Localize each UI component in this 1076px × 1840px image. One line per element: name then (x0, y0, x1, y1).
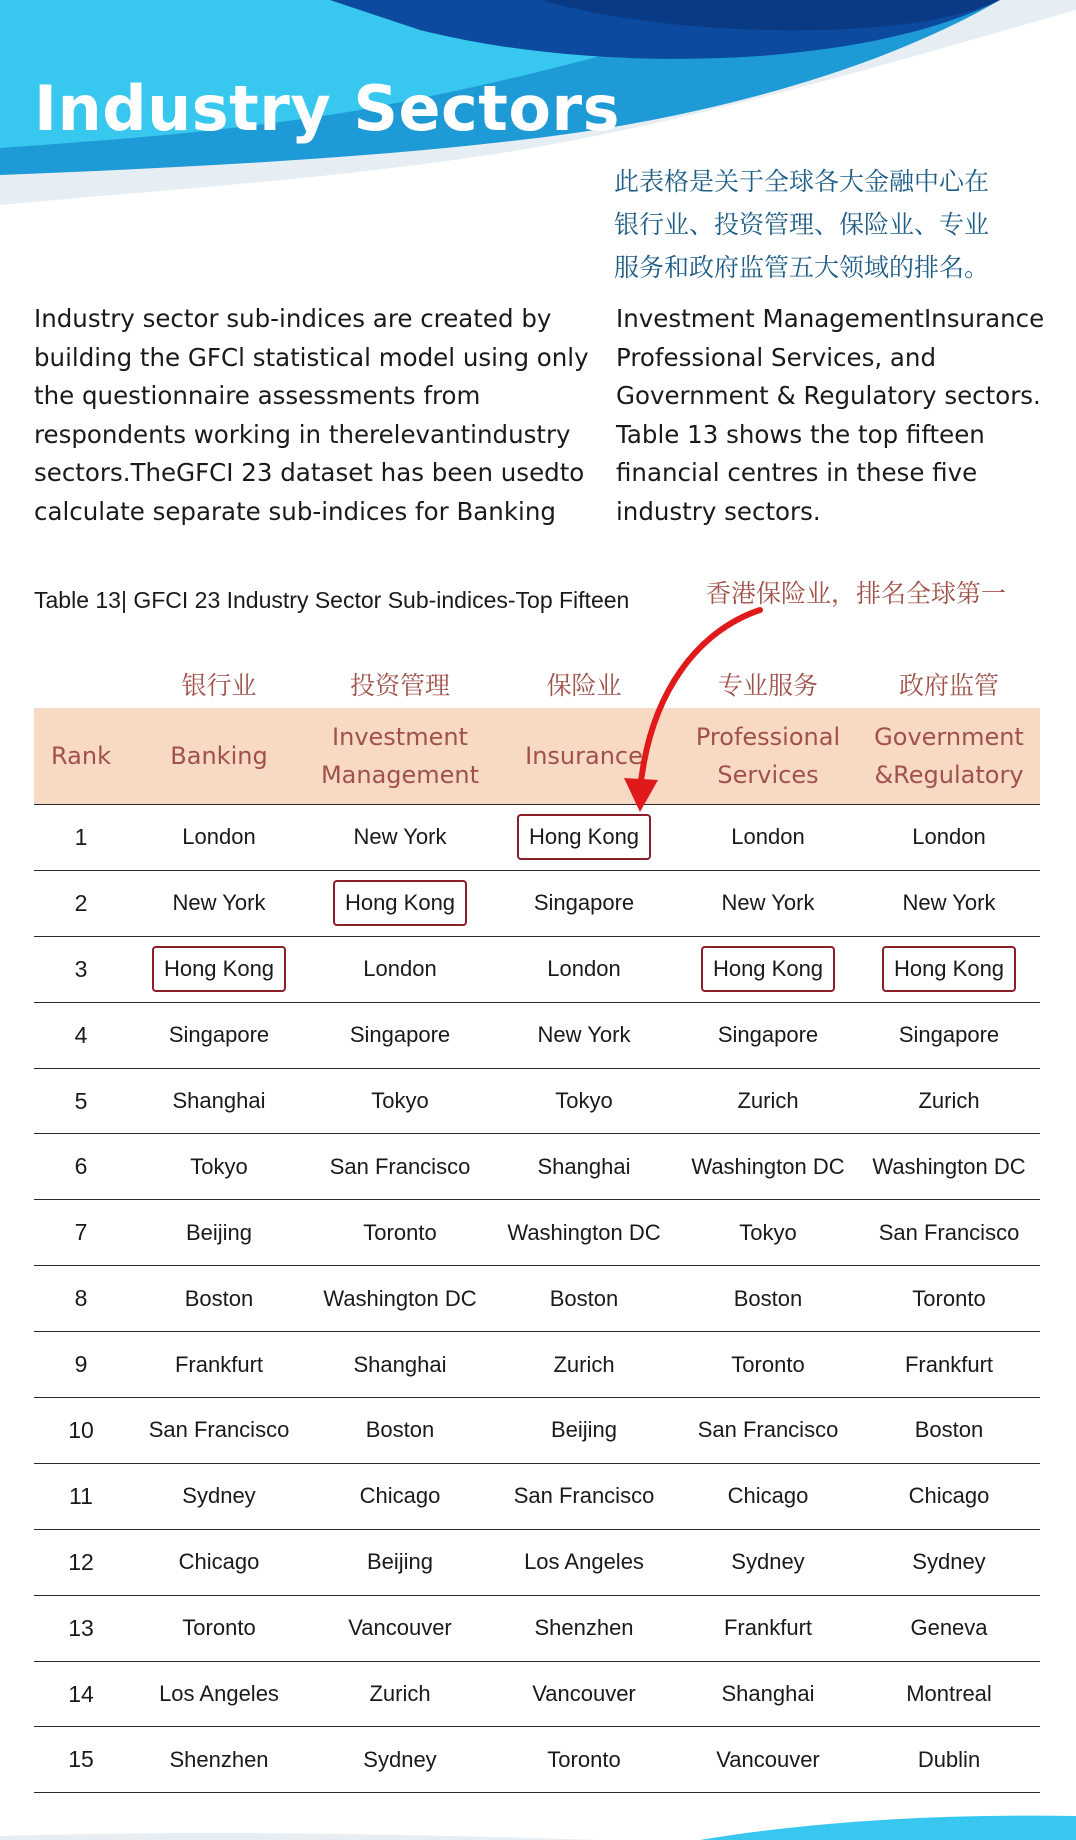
table-row (34, 1463, 1040, 1529)
body-line: Industry sector sub-indices are created by (34, 304, 552, 333)
cell-text: Shanghai (353, 1351, 447, 1377)
cell-text: Toronto (363, 1219, 437, 1245)
header-row-chinese (34, 660, 1040, 708)
highlighted-city: Hong Kong (152, 946, 286, 992)
cell-text: San Francisco (878, 1219, 1020, 1245)
cell-text: 1 (74, 823, 88, 850)
intro-chinese-line: 银行业、投资管理、保险业、专业 (614, 210, 990, 239)
city-cell (310, 870, 490, 936)
column-header-cn: 政府监管 (898, 671, 999, 700)
cell-text: New York (721, 890, 815, 916)
body-line: Table 13 shows the top fifteen (616, 419, 985, 449)
city-cell (128, 805, 310, 871)
cell-text: Boston (914, 1417, 984, 1443)
rank-cell (34, 1661, 128, 1727)
city-cell (490, 805, 678, 871)
city-cell (858, 1200, 1040, 1266)
cell-text: San Francisco (148, 1417, 290, 1443)
cell-text: Zurich (918, 1088, 980, 1113)
city-cell (858, 1727, 1040, 1793)
city-cell (490, 1200, 678, 1266)
cell-text: 11 (69, 1482, 93, 1509)
city-cell (858, 1463, 1040, 1529)
cell-text: Singapore (533, 890, 635, 916)
city-cell (490, 1529, 678, 1595)
city-cell (858, 805, 1040, 871)
table-row (34, 1266, 1040, 1332)
city-cell (490, 1727, 678, 1793)
city-cell (128, 1002, 310, 1068)
cell-text: 15 (68, 1746, 94, 1773)
column-header-line: Insurance (525, 742, 643, 770)
cell-text: San Francisco (513, 1483, 655, 1509)
city-cell (310, 1134, 490, 1200)
city-cell (128, 1595, 310, 1661)
city-cell (310, 1727, 490, 1793)
column-header-line: Professional (695, 723, 841, 751)
city-cell (678, 936, 858, 1002)
rank-cell (34, 1463, 128, 1529)
body-line: industry sectors. (616, 496, 821, 526)
intro-chinese-line: 服务和政府监管五大领域的排名。 (614, 253, 990, 282)
cell-text: Washington DC (507, 1219, 661, 1245)
column-header-line: Rank (51, 742, 111, 770)
column-header-rank (34, 708, 128, 805)
column-header-line: Government (874, 723, 1024, 751)
city-cell (858, 1134, 1040, 1200)
cell-text: 9 (74, 1351, 88, 1378)
city-cell (490, 1595, 678, 1661)
city-cell (678, 1595, 858, 1661)
cell-text: Frankfurt (174, 1351, 264, 1377)
cell-text: 4 (74, 1021, 88, 1048)
cell-text: Chicago (908, 1483, 990, 1509)
city-cell (128, 1068, 310, 1134)
table-row (34, 805, 1040, 871)
city-cell (678, 1200, 858, 1266)
rank-cell (34, 870, 128, 936)
table-row (34, 1134, 1040, 1200)
city-cell (678, 1661, 858, 1727)
table-row (34, 1727, 1040, 1793)
cell-text: London (731, 824, 805, 850)
column-header-government-regulatory (858, 708, 1040, 805)
highlighted-city: Hong Kong (882, 946, 1016, 992)
cell-text: Boston (184, 1285, 254, 1311)
body-line: building the GFCl statistical model using only (34, 342, 589, 372)
cell-text: 6 (74, 1153, 88, 1180)
cell-text: Singapore (349, 1022, 451, 1048)
cell-text: Boston (733, 1285, 803, 1311)
city-cell (128, 1398, 310, 1464)
cell-text: London (912, 824, 986, 850)
cell-text: Vancouver (348, 1615, 452, 1641)
cell-text: San Francisco (697, 1417, 839, 1443)
table-caption: Table 13| GFCI 23 Industry Sector Sub-indices-Top Fifteen (34, 587, 630, 613)
cell-text: New York (537, 1022, 631, 1048)
table-row (34, 1529, 1040, 1595)
city-cell (310, 1398, 490, 1464)
table-row (34, 870, 1040, 936)
intro-chinese-line: 此表格是关于全球各大金融中心在 (614, 167, 990, 196)
cell-text: Tokyo (739, 1219, 797, 1245)
rank-cell (34, 1266, 128, 1332)
column-header-line: Services (717, 761, 819, 789)
cell-text: 2 (74, 889, 88, 916)
body-text-left (34, 300, 594, 532)
city-cell (678, 1529, 858, 1595)
city-cell (310, 1661, 490, 1727)
cell-text: Shanghai (537, 1153, 631, 1179)
table-row (34, 936, 1040, 1002)
cell-text: Frankfurt (723, 1615, 813, 1641)
cell-text: Chicago (178, 1549, 260, 1575)
city-cell (490, 1068, 678, 1134)
city-cell (128, 1266, 310, 1332)
table-row (34, 1661, 1040, 1727)
rank-cell (34, 1002, 128, 1068)
city-cell (310, 1200, 490, 1266)
highlighted-city: Hong Kong (517, 814, 651, 860)
table-row (34, 1200, 1040, 1266)
city-cell (310, 805, 490, 871)
city-cell (310, 1332, 490, 1398)
city-cell (490, 936, 678, 1002)
cell-text: Frankfurt (904, 1351, 994, 1377)
cell-text: New York (902, 890, 996, 916)
city-cell (858, 936, 1040, 1002)
cell-text: 8 (74, 1285, 88, 1312)
column-header-insurance (490, 708, 678, 805)
cell-text: 7 (74, 1219, 88, 1246)
city-cell (858, 1595, 1040, 1661)
cell-text: Washington DC (691, 1153, 845, 1179)
city-cell (310, 1002, 490, 1068)
cell-text: Zurich (737, 1088, 799, 1113)
city-cell (858, 1398, 1040, 1464)
rank-cell (34, 1727, 128, 1793)
column-header-cn: 专业服务 (717, 671, 818, 700)
column-header-banking (128, 708, 310, 805)
city-cell (678, 1727, 858, 1793)
city-cell (858, 1332, 1040, 1398)
column-header-line: Investment (332, 723, 468, 751)
city-cell (310, 1595, 490, 1661)
cell-text: Shanghai (172, 1088, 266, 1113)
city-cell (128, 870, 310, 936)
city-cell (490, 1463, 678, 1529)
cell-text: Singapore (168, 1022, 270, 1048)
city-cell (490, 1266, 678, 1332)
footer-wave (0, 1810, 1076, 1840)
column-header-cn (34, 660, 128, 708)
city-cell (128, 1661, 310, 1727)
sector-rank-table (34, 660, 1040, 1793)
cell-text: Toronto (182, 1615, 256, 1641)
rank-cell (34, 1200, 128, 1266)
column-header-professional-services (678, 708, 858, 805)
page-title: Industry Sectors (34, 72, 621, 145)
rank-cell (34, 1529, 128, 1595)
cell-text: London (547, 956, 621, 982)
city-cell (128, 1529, 310, 1595)
cell-text: Tokyo (371, 1088, 429, 1113)
column-header-investment-management (310, 708, 490, 805)
city-cell (678, 1398, 858, 1464)
city-cell (128, 1134, 310, 1200)
city-cell (490, 870, 678, 936)
city-cell (858, 870, 1040, 936)
city-cell (678, 1002, 858, 1068)
body-line: financial centres in these five (616, 458, 978, 488)
body-line: sectors.TheGFCI 23 dataset has been usedto (34, 458, 585, 488)
highlighted-city: Hong Kong (333, 880, 467, 926)
cell-text: Singapore (717, 1022, 819, 1048)
cell-text: 5 (74, 1087, 88, 1114)
city-cell (310, 936, 490, 1002)
city-cell (490, 1332, 678, 1398)
city-cell (678, 1332, 858, 1398)
cell-text: Sydney (731, 1549, 805, 1575)
rank-cell (34, 1398, 128, 1464)
city-cell (678, 1134, 858, 1200)
body-line: Investment ManagementInsurance (616, 304, 1045, 333)
cell-text: Tokyo (555, 1088, 613, 1113)
rank-cell (34, 1595, 128, 1661)
body-line: Government & Regulatory sectors. (616, 381, 1041, 411)
cell-text: Los Angeles (524, 1549, 644, 1575)
city-cell (128, 1332, 310, 1398)
column-header-line: Banking (170, 742, 268, 770)
city-cell (858, 1266, 1040, 1332)
column-header-line: &Regulatory (874, 761, 1024, 789)
cell-text: Vancouver (532, 1681, 636, 1707)
city-cell (678, 1463, 858, 1529)
table-row (34, 1068, 1040, 1134)
cell-text: Zurich (553, 1351, 615, 1377)
table-row (34, 1332, 1040, 1398)
city-cell (490, 1661, 678, 1727)
cell-text: Toronto (731, 1351, 805, 1377)
cell-text: San Francisco (329, 1153, 471, 1179)
city-cell (678, 1266, 858, 1332)
cell-text: Toronto (547, 1746, 621, 1772)
city-cell (310, 1068, 490, 1134)
cell-text: 12 (68, 1548, 94, 1575)
cell-text: New York (353, 824, 447, 850)
highlighted-city: Hong Kong (701, 946, 835, 992)
cell-text: New York (172, 890, 266, 916)
body-line: the questionnaire assessments from (34, 381, 481, 411)
cell-text: 13 (68, 1614, 94, 1641)
intro-chinese (614, 160, 1054, 289)
cell-text: Washington DC (323, 1285, 477, 1311)
cell-text: Los Angeles (159, 1681, 279, 1707)
city-cell (858, 1068, 1040, 1134)
annotation-label: 香港保险业，排名全球第一 (706, 579, 1007, 608)
column-header-line: Management (320, 761, 480, 789)
city-cell (310, 1266, 490, 1332)
city-cell (310, 1463, 490, 1529)
cell-text: Shenzhen (169, 1746, 269, 1772)
cell-text: Sydney (182, 1483, 256, 1509)
cell-text: Geneva (910, 1615, 988, 1641)
rank-cell (34, 936, 128, 1002)
cell-text: Sydney (363, 1746, 437, 1772)
body-line: Professional Services, and (616, 342, 937, 372)
cell-text: Beijing (366, 1549, 434, 1575)
cell-text: Toronto (912, 1285, 986, 1311)
body-line: calculate separate sub-indices for Banking (34, 496, 556, 526)
table-row (34, 1595, 1040, 1661)
column-header-cn: 投资管理 (349, 671, 450, 700)
cell-text: 3 (74, 955, 88, 982)
city-cell (128, 1463, 310, 1529)
cell-text: Sydney (912, 1549, 986, 1575)
table-row (34, 1002, 1040, 1068)
column-header-cn: 银行业 (181, 671, 257, 700)
city-cell (128, 936, 310, 1002)
cell-text: Boston (549, 1285, 619, 1311)
city-cell (678, 1068, 858, 1134)
cell-text: 14 (68, 1680, 94, 1707)
rank-cell (34, 1332, 128, 1398)
cell-text: Montreal (906, 1681, 992, 1707)
cell-text: Shanghai (721, 1681, 815, 1707)
cell-text: Boston (365, 1417, 435, 1443)
table-body (34, 805, 1040, 1793)
column-header-cn: 保险业 (546, 671, 622, 700)
cell-text: London (363, 956, 437, 982)
city-cell (858, 1661, 1040, 1727)
rank-cell (34, 805, 128, 871)
body-text-right (616, 300, 1068, 532)
city-cell (858, 1002, 1040, 1068)
city-cell (858, 1529, 1040, 1595)
cell-text: Shenzhen (534, 1615, 634, 1641)
city-cell (490, 1398, 678, 1464)
cell-text: Chicago (359, 1483, 441, 1509)
table-row (34, 1398, 1040, 1464)
city-cell (310, 1529, 490, 1595)
cell-text: Vancouver (716, 1746, 820, 1772)
rank-cell (34, 1068, 128, 1134)
cell-text: Singapore (898, 1022, 1000, 1048)
city-cell (128, 1200, 310, 1266)
city-cell (128, 1727, 310, 1793)
city-cell (490, 1134, 678, 1200)
city-cell (678, 870, 858, 936)
cell-text: Washington DC (872, 1153, 1026, 1179)
city-cell (678, 805, 858, 871)
cell-text: 10 (68, 1416, 94, 1443)
cell-text: Zurich (369, 1681, 431, 1707)
cell-text: London (182, 824, 256, 850)
cell-text: Chicago (727, 1483, 809, 1509)
cell-text: Beijing (185, 1219, 253, 1245)
cell-text: Beijing (550, 1417, 618, 1443)
cell-text: Dublin (917, 1746, 981, 1772)
cell-text: Tokyo (190, 1153, 248, 1179)
header-row-english (34, 708, 1040, 805)
rank-cell (34, 1134, 128, 1200)
city-cell (490, 1002, 678, 1068)
body-line: respondents working in therelevantindustry (34, 419, 571, 449)
